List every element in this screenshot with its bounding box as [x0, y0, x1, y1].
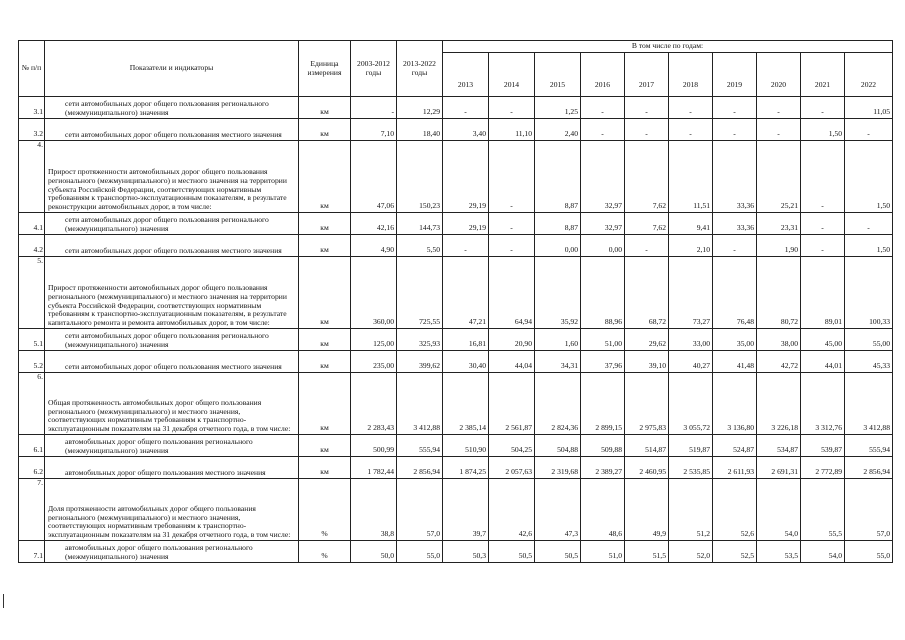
row-number: 7.: [19, 479, 45, 541]
header-period-2013-2022: 2013-2022 годы: [397, 41, 443, 97]
value-2020: 1,90: [757, 235, 801, 257]
table-row: [19, 213, 893, 235]
header-year-2014: 2014: [489, 53, 535, 97]
value-2020: 42,72: [757, 351, 801, 373]
value-2017: 51,5: [625, 541, 669, 563]
value-2018: 2 535,85: [669, 457, 713, 479]
unit-cell: км: [299, 257, 351, 329]
value-2022: 45,33: [845, 351, 893, 373]
unit-cell: км: [299, 213, 351, 235]
value-2017: 7,62: [625, 141, 669, 213]
header-indicator: Показатели и индикаторы: [45, 41, 299, 97]
indicator-name: Прирост протяженности автомобильных дорог общего пользования регионального (межмуниципального) и местного значения на территории субъекта Российской Федерации, соответствующих нормативным требованиям к транспортно-эксплуатационным показателям, в результате реконструкции автомобильных дорог, в том числе:: [45, 141, 299, 213]
table-row: [19, 373, 893, 435]
value-2019: -: [713, 235, 757, 257]
value-2014: -: [489, 213, 535, 235]
table-row: [19, 141, 893, 213]
table-row: [19, 541, 893, 563]
unit-cell: км: [299, 329, 351, 351]
value-2013-2022: 325,93: [397, 329, 443, 351]
value-2003-2012: 38,8: [351, 479, 397, 541]
header-year-2015: 2015: [535, 53, 581, 97]
value-2022: -: [845, 119, 893, 141]
value-2016: -: [581, 119, 625, 141]
value-2017: -: [625, 97, 669, 119]
value-2013-2022: 55,0: [397, 541, 443, 563]
value-2016: 48,6: [581, 479, 625, 541]
value-2003-2012: 500,99: [351, 435, 397, 457]
value-2020: 2 691,31: [757, 457, 801, 479]
value-2015: 504,88: [535, 435, 581, 457]
value-2003-2012: 1 782,44: [351, 457, 397, 479]
value-2003-2012: 235,00: [351, 351, 397, 373]
unit-cell: км: [299, 119, 351, 141]
value-2018: 40,27: [669, 351, 713, 373]
indicator-name: Общая протяженность автомобильных дорог общего пользования регионального (межмуниципального) и местного значения, соответствующих нормативным требованиям к транспортно-эксплуатационным показателям на 31 декабря отчетного года, в том числе:: [45, 373, 299, 435]
value-2017: -: [625, 235, 669, 257]
header-year-2018: 2018: [669, 53, 713, 97]
row-number: 3.2: [19, 119, 45, 141]
value-2017: 2 975,83: [625, 373, 669, 435]
indicator-name: сети автомобильных дорог общего пользования регионального (межмуниципального) значения: [45, 213, 299, 235]
value-2021: 54,0: [801, 541, 845, 563]
unit-cell: км: [299, 235, 351, 257]
value-2021: 1,50: [801, 119, 845, 141]
value-2019: 33,36: [713, 213, 757, 235]
row-number: 4.: [19, 141, 45, 213]
header-by-years: В том числе по годам:: [443, 41, 893, 53]
value-2014: 11,10: [489, 119, 535, 141]
table-row: [19, 257, 893, 329]
header-year-2016: 2016: [581, 53, 625, 97]
value-2014: 42,6: [489, 479, 535, 541]
value-2019: 52,6: [713, 479, 757, 541]
table-row: [19, 97, 893, 119]
table-row: [19, 119, 893, 141]
value-2019: 524,87: [713, 435, 757, 457]
value-2013-2022: 2 856,94: [397, 457, 443, 479]
value-2014: -: [489, 97, 535, 119]
value-2003-2012: 360,00: [351, 257, 397, 329]
value-2014: -: [489, 141, 535, 213]
indicator-name: автомобильных дорог общего пользования регионального (межмуниципального) значения: [45, 541, 299, 563]
value-2013-2022: 57,0: [397, 479, 443, 541]
value-2013-2022: 144,73: [397, 213, 443, 235]
value-2020: 38,00: [757, 329, 801, 351]
unit-cell: км: [299, 457, 351, 479]
unit-cell: %: [299, 479, 351, 541]
value-2021: -: [801, 97, 845, 119]
indicator-name: автомобильных дорог общего пользования местного значения: [45, 457, 299, 479]
value-2016: 51,0: [581, 541, 625, 563]
indicators-table: [18, 40, 893, 563]
value-2016: 37,96: [581, 351, 625, 373]
value-2017: -: [625, 119, 669, 141]
value-2013: 29,19: [443, 213, 489, 235]
value-2020: 23,31: [757, 213, 801, 235]
value-2021: 55,5: [801, 479, 845, 541]
value-2017: 68,72: [625, 257, 669, 329]
row-number: 6.: [19, 373, 45, 435]
row-number: 5.1: [19, 329, 45, 351]
unit-cell: %: [299, 541, 351, 563]
margin-mark: [3, 594, 4, 608]
unit-cell: км: [299, 141, 351, 213]
row-number: 7.1: [19, 541, 45, 563]
header-year-2022: 2022: [845, 53, 893, 97]
value-2019: 41,48: [713, 351, 757, 373]
value-2019: -: [713, 119, 757, 141]
value-2018: 9,41: [669, 213, 713, 235]
value-2016: 32,97: [581, 213, 625, 235]
unit-cell: км: [299, 97, 351, 119]
table-body: [19, 97, 893, 563]
value-2013: 2 385,14: [443, 373, 489, 435]
value-2003-2012: 47,06: [351, 141, 397, 213]
header-year-2013: 2013: [443, 53, 489, 97]
value-2020: 534,87: [757, 435, 801, 457]
value-2013: 29,19: [443, 141, 489, 213]
value-2018: -: [669, 97, 713, 119]
value-2019: 76,48: [713, 257, 757, 329]
value-2015: 50,5: [535, 541, 581, 563]
value-2015: 34,31: [535, 351, 581, 373]
value-2013: 3,40: [443, 119, 489, 141]
indicator-name: сети автомобильных дорог общего пользования регионального (межмуниципального) значения: [45, 97, 299, 119]
row-number: 3.1: [19, 97, 45, 119]
value-2015: 8,87: [535, 213, 581, 235]
value-2021: 45,00: [801, 329, 845, 351]
document-page: [18, 40, 893, 563]
value-2013: 50,3: [443, 541, 489, 563]
value-2020: 80,72: [757, 257, 801, 329]
header-year-2020: 2020: [757, 53, 801, 97]
value-2019: 35,00: [713, 329, 757, 351]
value-2022: 11,05: [845, 97, 893, 119]
value-2020: 54,0: [757, 479, 801, 541]
indicator-name: сети автомобильных дорог общего пользования местного значения: [45, 235, 299, 257]
row-number: 4.2: [19, 235, 45, 257]
indicator-name: сети автомобильных дорог общего пользования местного значения: [45, 351, 299, 373]
value-2015: 2 824,36: [535, 373, 581, 435]
header-num: № п/п: [19, 41, 45, 97]
value-2022: 555,94: [845, 435, 893, 457]
value-2018: 3 055,72: [669, 373, 713, 435]
row-number: 6.2: [19, 457, 45, 479]
value-2021: 2 772,89: [801, 457, 845, 479]
value-2013-2022: 18,40: [397, 119, 443, 141]
indicator-name: автомобильных дорог общего пользования регионального (межмуниципального) значения: [45, 435, 299, 457]
value-2003-2012: 4,90: [351, 235, 397, 257]
indicator-name: Доля протяженности автомобильных дорог общего пользования регионального (межмуниципального) и местного значения, соответствующих нормативным требованиям к транспортно-эксплуатационным показателям на 31 декабря отчетного года, в том числе:: [45, 479, 299, 541]
value-2021: 89,01: [801, 257, 845, 329]
value-2016: 88,96: [581, 257, 625, 329]
value-2013: 30,40: [443, 351, 489, 373]
value-2016: 509,88: [581, 435, 625, 457]
table-row: [19, 235, 893, 257]
value-2017: 2 460,95: [625, 457, 669, 479]
value-2003-2012: 2 283,43: [351, 373, 397, 435]
value-2021: 3 312,76: [801, 373, 845, 435]
value-2003-2012: 125,00: [351, 329, 397, 351]
value-2017: 39,10: [625, 351, 669, 373]
value-2013: 47,21: [443, 257, 489, 329]
value-2021: -: [801, 141, 845, 213]
unit-cell: км: [299, 373, 351, 435]
indicator-name: Прирост протяженности автомобильных дорог общего пользования регионального (межмуниципального) и местного значения на территории субъекта Российской Федерации, соответствующих нормативным требованиям к транспортно-эксплуатационным показателям, в результате капитального ремонта и ремонта автомобильных дорог, в том числе:: [45, 257, 299, 329]
value-2015: 2,40: [535, 119, 581, 141]
table-row: [19, 435, 893, 457]
value-2018: 519,87: [669, 435, 713, 457]
value-2016: 2 389,27: [581, 457, 625, 479]
value-2013-2022: 150,23: [397, 141, 443, 213]
indicator-name: сети автомобильных дорог общего пользования регионального (межмуниципального) значения: [45, 329, 299, 351]
value-2013-2022: 555,94: [397, 435, 443, 457]
table-row: [19, 351, 893, 373]
value-2018: 11,51: [669, 141, 713, 213]
value-2020: 3 226,18: [757, 373, 801, 435]
value-2016: 2 899,15: [581, 373, 625, 435]
value-2003-2012: -: [351, 97, 397, 119]
value-2013-2022: 399,62: [397, 351, 443, 373]
value-2013: 39,7: [443, 479, 489, 541]
value-2018: 73,27: [669, 257, 713, 329]
header-year-2017: 2017: [625, 53, 669, 97]
value-2013-2022: 3 412,88: [397, 373, 443, 435]
value-2013: -: [443, 97, 489, 119]
value-2022: 1,50: [845, 235, 893, 257]
value-2022: 3 412,88: [845, 373, 893, 435]
value-2021: -: [801, 235, 845, 257]
table-row: [19, 479, 893, 541]
value-2020: 25,21: [757, 141, 801, 213]
value-2013: 1 874,25: [443, 457, 489, 479]
value-2019: 33,36: [713, 141, 757, 213]
value-2022: 1,50: [845, 141, 893, 213]
value-2022: 100,33: [845, 257, 893, 329]
value-2022: -: [845, 213, 893, 235]
value-2015: 0,00: [535, 235, 581, 257]
value-2013-2022: 725,55: [397, 257, 443, 329]
value-2018: 51,2: [669, 479, 713, 541]
value-2016: 51,00: [581, 329, 625, 351]
value-2016: 0,00: [581, 235, 625, 257]
value-2022: 57,0: [845, 479, 893, 541]
value-2015: 47,3: [535, 479, 581, 541]
value-2013: -: [443, 235, 489, 257]
value-2014: 504,25: [489, 435, 535, 457]
value-2018: 33,00: [669, 329, 713, 351]
header-year-2021: 2021: [801, 53, 845, 97]
value-2014: 64,94: [489, 257, 535, 329]
value-2003-2012: 42,16: [351, 213, 397, 235]
value-2014: 50,5: [489, 541, 535, 563]
value-2019: 52,5: [713, 541, 757, 563]
indicator-name: сети автомобильных дорог общего пользования местного значения: [45, 119, 299, 141]
value-2022: 2 856,94: [845, 457, 893, 479]
value-2021: 44,01: [801, 351, 845, 373]
value-2015: 8,87: [535, 141, 581, 213]
value-2019: 3 136,80: [713, 373, 757, 435]
value-2022: 55,00: [845, 329, 893, 351]
value-2021: -: [801, 213, 845, 235]
value-2014: 2 057,63: [489, 457, 535, 479]
value-2022: 55,0: [845, 541, 893, 563]
value-2015: 35,92: [535, 257, 581, 329]
value-2016: 32,97: [581, 141, 625, 213]
value-2018: 52,0: [669, 541, 713, 563]
value-2020: 53,5: [757, 541, 801, 563]
row-number: 5.: [19, 257, 45, 329]
value-2003-2012: 7,10: [351, 119, 397, 141]
value-2018: 2,10: [669, 235, 713, 257]
value-2014: 44,04: [489, 351, 535, 373]
value-2018: -: [669, 119, 713, 141]
value-2017: 29,62: [625, 329, 669, 351]
header-period-2003-2012: 2003-2012 годы: [351, 41, 397, 97]
value-2021: 539,87: [801, 435, 845, 457]
row-number: 5.2: [19, 351, 45, 373]
value-2019: 2 611,93: [713, 457, 757, 479]
value-2017: 7,62: [625, 213, 669, 235]
value-2013: 16,81: [443, 329, 489, 351]
header-year-2019: 2019: [713, 53, 757, 97]
value-2015: 1,25: [535, 97, 581, 119]
table-row: [19, 329, 893, 351]
value-2017: 49,9: [625, 479, 669, 541]
table-row: [19, 457, 893, 479]
value-2013-2022: 12,29: [397, 97, 443, 119]
value-2015: 1,60: [535, 329, 581, 351]
value-2013-2022: 5,50: [397, 235, 443, 257]
value-2019: -: [713, 97, 757, 119]
value-2020: -: [757, 119, 801, 141]
row-number: 6.1: [19, 435, 45, 457]
unit-cell: км: [299, 351, 351, 373]
value-2014: -: [489, 235, 535, 257]
value-2013: 510,90: [443, 435, 489, 457]
value-2014: 2 561,87: [489, 373, 535, 435]
value-2016: -: [581, 97, 625, 119]
value-2014: 20,90: [489, 329, 535, 351]
value-2003-2012: 50,0: [351, 541, 397, 563]
value-2020: -: [757, 97, 801, 119]
value-2015: 2 319,68: [535, 457, 581, 479]
header-unit: Единица измерения: [299, 41, 351, 97]
unit-cell: км: [299, 435, 351, 457]
row-number: 4.1: [19, 213, 45, 235]
value-2017: 514,87: [625, 435, 669, 457]
